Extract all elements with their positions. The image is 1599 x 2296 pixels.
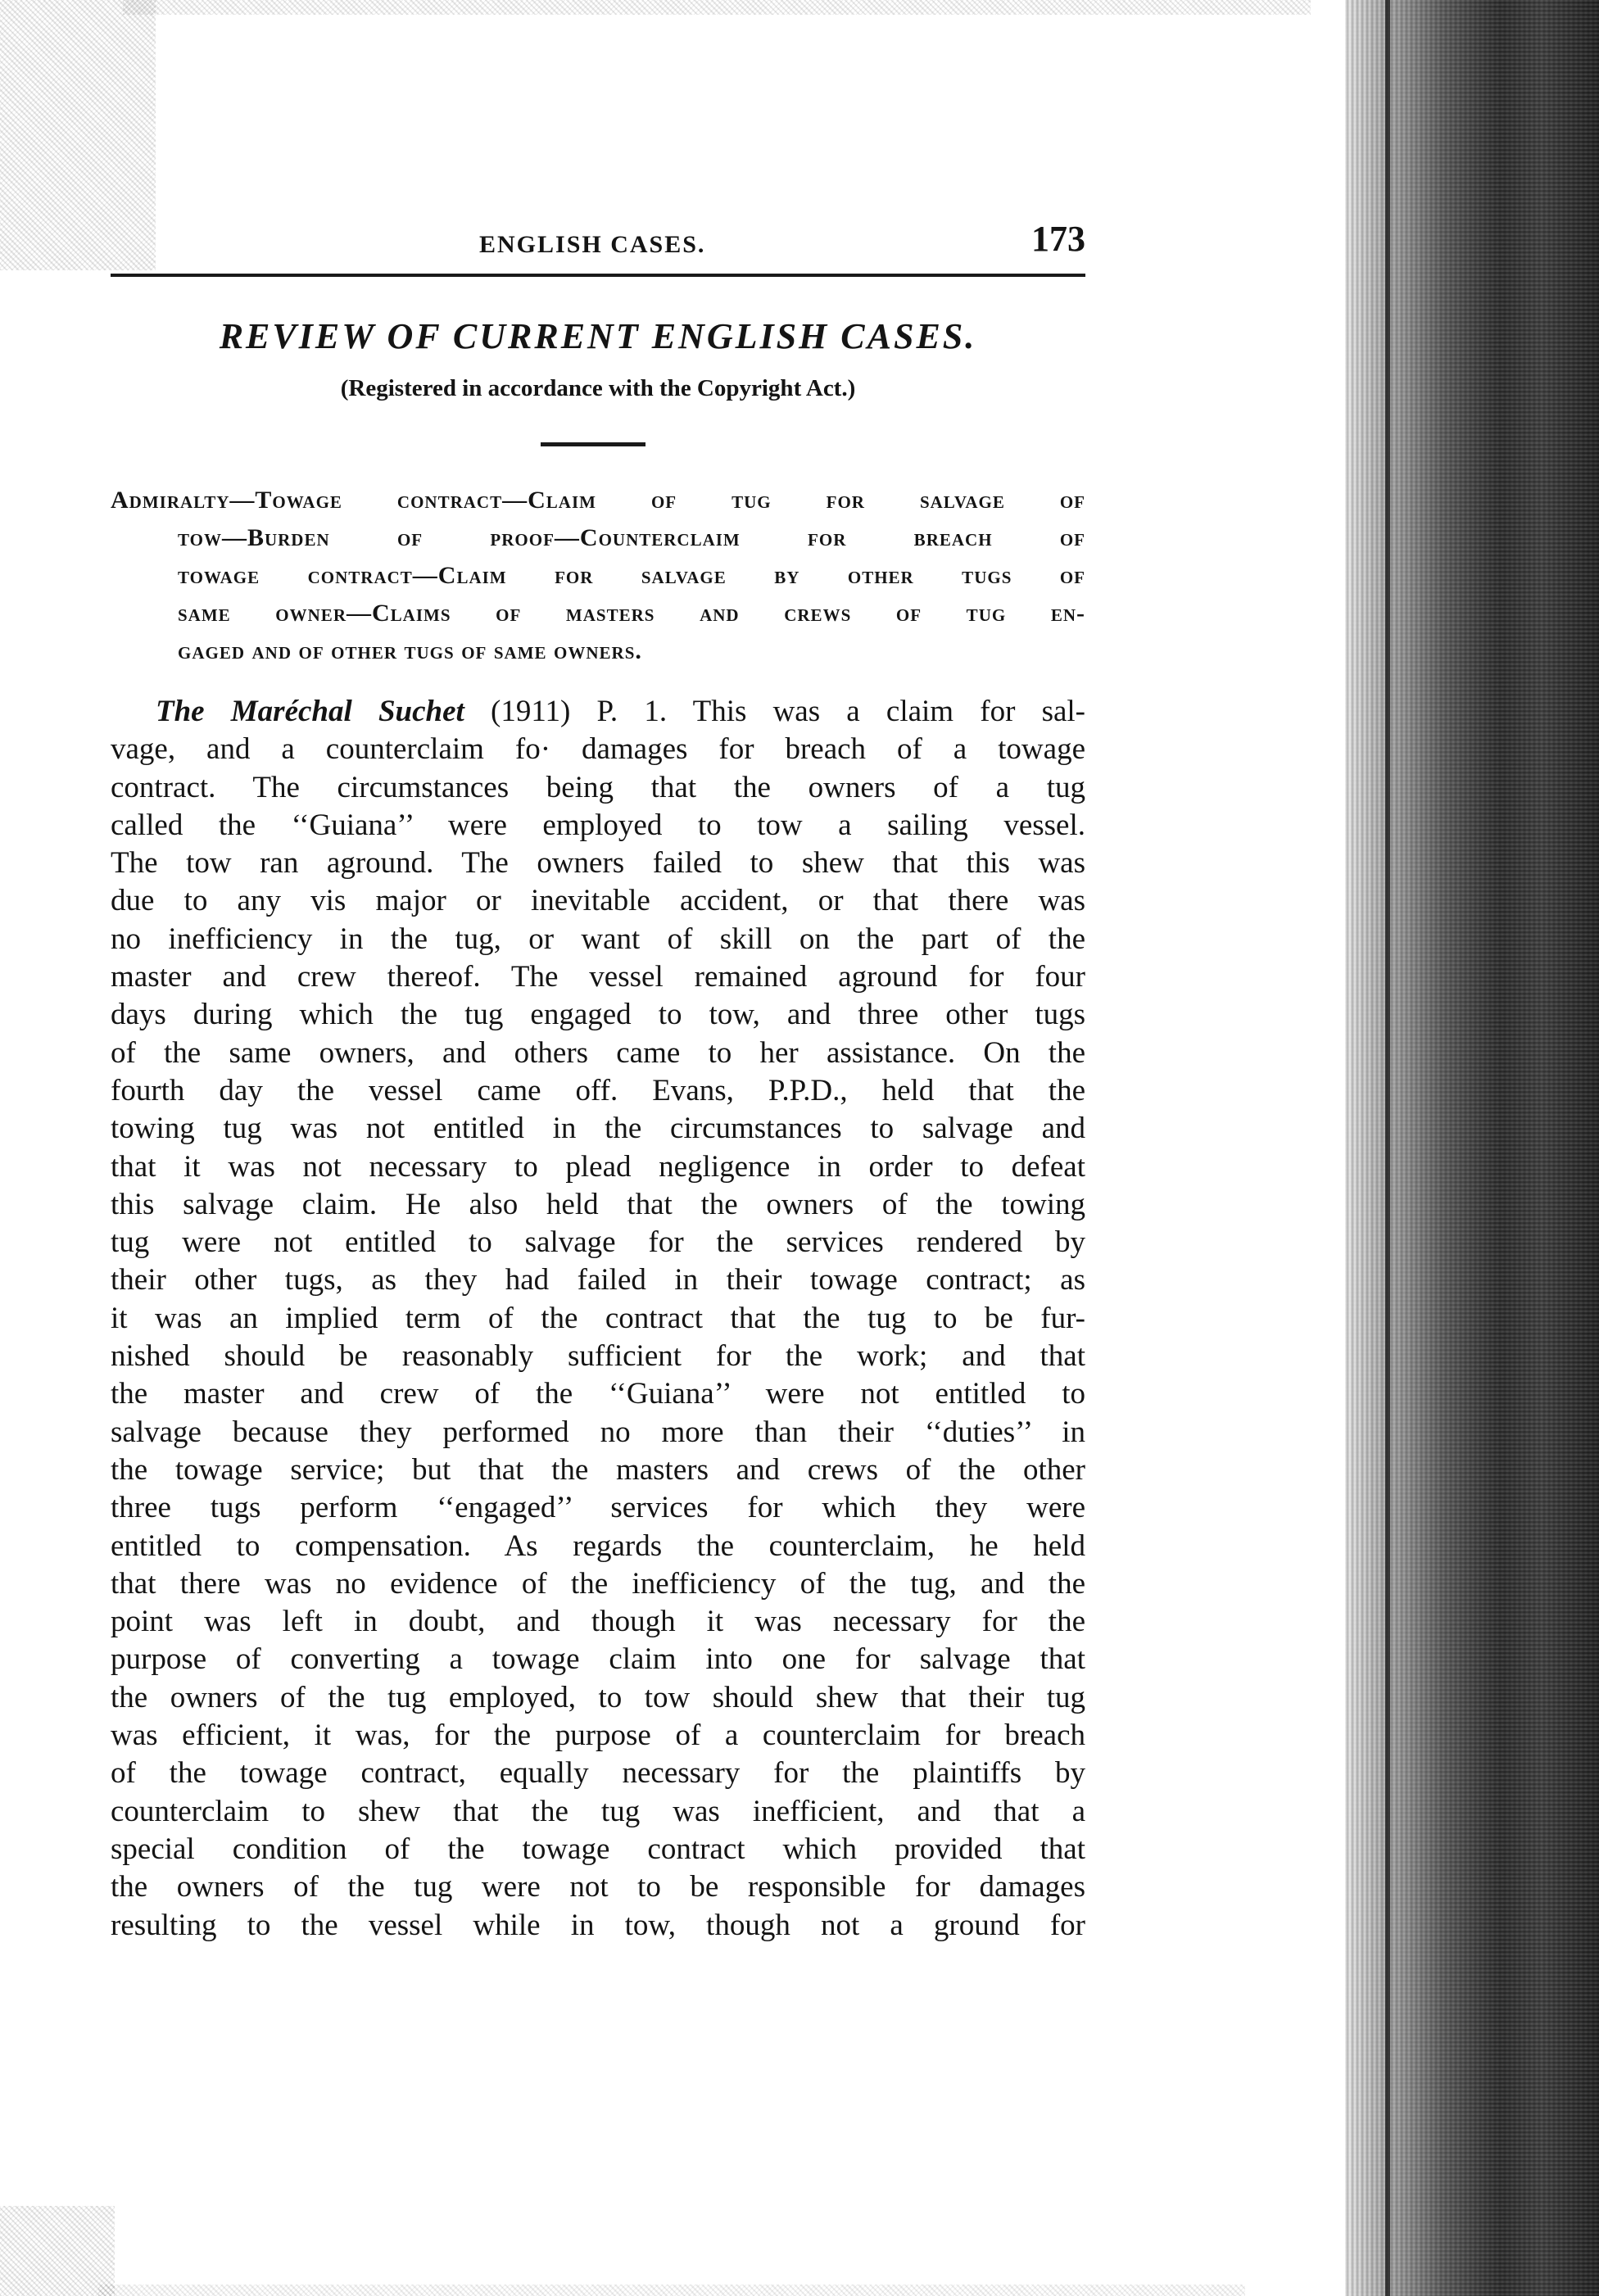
body-line: of the towage contract, equally necessary for the plaintiffs by (111, 1756, 1085, 1791)
body-line: The tow ran aground. The owners failed to shew that this was (111, 846, 1085, 881)
headnote-line: tow—Burden of proof—Counterclaim for breach of (178, 524, 1085, 551)
body-line: that there was no evidence of the inefficiency of the tug, and the (111, 1566, 1085, 1601)
body-line: towing tug was not entitled in the circumstances to salvage and (111, 1112, 1085, 1146)
scan-noise-top (123, 0, 1311, 15)
body-line: special condition of the towage contract which provided that (111, 1832, 1085, 1866)
body-line: days during which the tug engaged to tow, and three other tugs (111, 998, 1085, 1032)
body-line: the owners of the tug employed, to tow should shew that their tug (111, 1680, 1085, 1714)
body-line: contract. The circumstances being that the owners of a tug (111, 770, 1085, 804)
section-divider (541, 442, 645, 446)
section-subtitle: (Registered in accordance with the Copyright Act.) (340, 375, 856, 401)
body-line: their other tugs, as they had failed in their towage contract; as (111, 1263, 1085, 1297)
body-line: the master and crew of the ‘‘Guiana’’ were not entitled to (111, 1377, 1085, 1411)
body-line: of the same owners, and others came to her assistance. On the (111, 1035, 1085, 1070)
case-first-line (111, 693, 1085, 731)
section-title: REVIEW OF CURRENT ENGLISH CASES. (219, 316, 977, 356)
body-line: fourth day the vessel came off. Evans, P.P.D., held that the (111, 1073, 1085, 1107)
page-edge-line (1385, 0, 1390, 2296)
page-number: 173 (1031, 219, 1085, 259)
body-line: point was left in doubt, and though it was necessary for the (111, 1605, 1085, 1639)
body-line: salvage because they performed no more than their ‘‘duties’’ in (111, 1415, 1085, 1449)
body-line: the owners of the tug were not to be responsible for damages (111, 1870, 1085, 1904)
scan-noise-bottom (98, 2285, 1245, 2296)
running-head (111, 213, 1085, 262)
body-line: counterclaim to shew that the tug was inefficient, and that a (111, 1794, 1085, 1828)
headnote-line: gaged and of other tugs of same owners. (178, 637, 642, 664)
body-line: purpose of converting a towage claim into one for salvage that (111, 1642, 1085, 1677)
running-head-title: ENGLISH CASES. (479, 231, 706, 258)
body-line: this salvage claim. He also held that the owners of the towing (111, 1187, 1085, 1221)
body-line: entitled to compensation. As regards the counterclaim, he held (111, 1528, 1085, 1563)
headnote (111, 482, 1085, 670)
running-head-rule (111, 274, 1085, 277)
body-line: nished should be reasonably sufficient for the work; and that (111, 1339, 1085, 1374)
body-line: resulting to the vessel while in tow, though not a ground for (111, 1908, 1085, 1942)
body-line: called the ‘‘Guiana’’ were employed to tow a sailing vessel. (111, 808, 1085, 842)
body-line: vage, and a counterclaim fo· damages for breach of a towage (111, 732, 1085, 767)
book-edge-shadow (1345, 0, 1599, 2296)
body-line: due to any vis major or inevitable accident, or that there was (111, 884, 1085, 918)
body-line: that it was not necessary to plead negligence in order to defeat (111, 1149, 1085, 1184)
scan-noise-bottom-left (0, 2206, 115, 2296)
body-line: master and crew thereof. The vessel remained aground for four (111, 960, 1085, 994)
case-first-line-text: (1911) P. 1. This was a claim for sal- (464, 695, 1085, 728)
case-report (111, 693, 1085, 1945)
body-line: tug were not entitled to salvage for the services rendered by (111, 1225, 1085, 1260)
body-line: was efficient, it was, for the purpose of a counterclaim for breach (111, 1719, 1085, 1753)
body-line: no inefficiency in the tug, or want of skill on the part of the (111, 922, 1085, 956)
headnote-line: Admiralty—Towage contract—Claim of tug for salvage of (111, 487, 1085, 514)
case-name: The Maréchal Suchet (156, 695, 464, 728)
headnote-line: towage contract—Claim for salvage by other tugs of (178, 562, 1085, 589)
body-line: three tugs perform ‘‘engaged’’ services for which they were (111, 1491, 1085, 1525)
body-line: the towage service; but that the masters and crews of the other (111, 1452, 1085, 1487)
body-line: it was an implied term of the contract that the tug to be fur- (111, 1301, 1085, 1335)
headnote-line: same owner—Claims of masters and crews of tug en- (178, 600, 1085, 627)
